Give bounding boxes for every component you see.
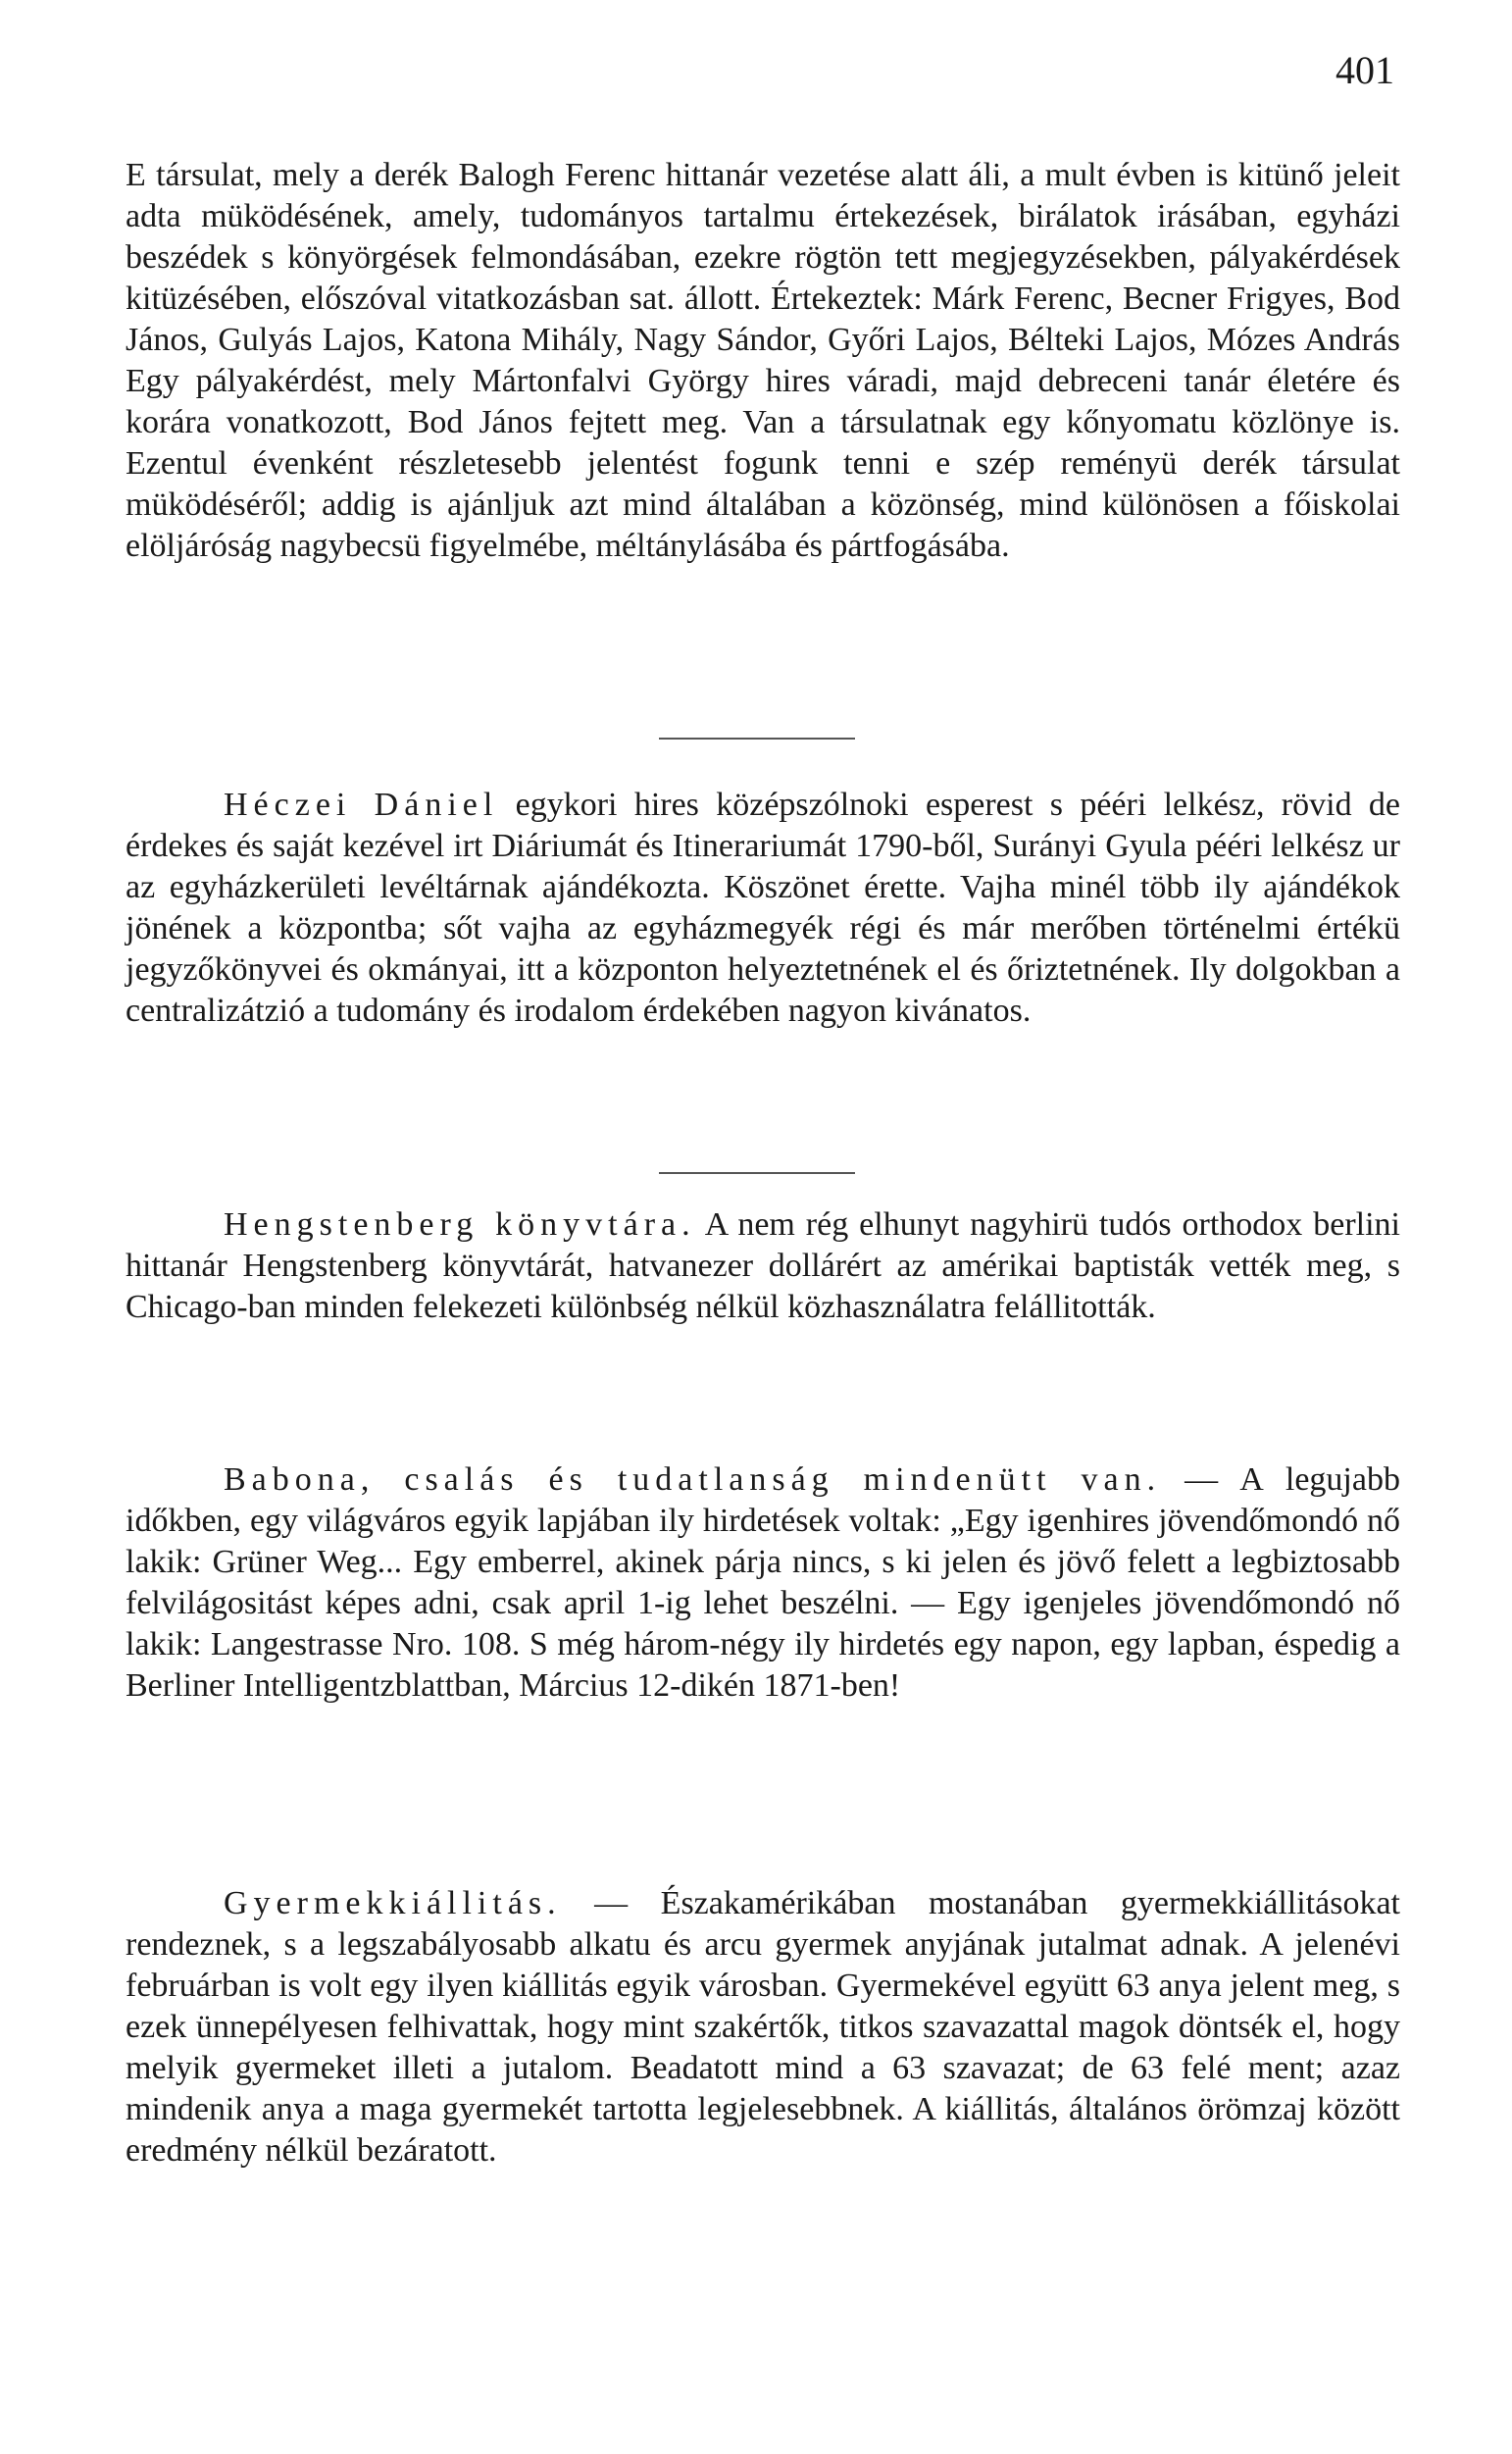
paragraph-text: E társulat, mely a derék Balogh Ferenc hittanár vezetése alatt áli, a mult évben is kitünő jeleit adta müködésének, amely, tudományos tartalmu értekezések, birálatok irásában, egyházi beszédek s könyörgések felmondásában, ezekre rögtön tett megjegyzésekben, pályakérdések kitüzésében, előszóval vitatkozásban sat. állott. Értekeztek: Márk Ferenc, Becner Frigyes, Bod János, Gulyás Lajos, Katona Mihály, Nagy Sándor, Győri Lajos, Bélteki Lajos, Mózes András Egy pályakérdést, mely Mártonfalvi György hires váradi, majd debreceni tanár életére és korára vonatkozott, Bod János fejtett meg. Van a társulatnak egy kőnyomatu közlönye is. Ezentul évenként részletesebb jelentést fogunk tenni e szép reményü derék társulat müködéséről; addig is ajánljuk azt mind általában a közönség, mind különösen a főiskolai elöljáróság nagybecsü figyelmébe, méltánylásába és pártfogásába. [126, 157, 1400, 564]
paragraph-lead: Gyermekkiállitás. [224, 1885, 562, 1921]
paragraph-text: — A legujabb időkben, egy világváros egyik lapjában ily hirdetések voltak: „Egy igenhires jövendőmondó nő lakik: Grüner Weg... Egy emberrel, akinek párja nincs, s ki jelen és jövő felett a legbiztosabb felvilágositást képes adni, csak april 1-ig lehet beszélni. — Egy igenjeles jövendőmondó nő lakik: Langestrasse Nro. 108. S még három-négy ily hirdetés egy napon, egy lapban, éspedig a Berliner Intelligentzblattban, Március 12-dikén 1871-ben! [126, 1461, 1400, 1704]
paragraph-text: egykori hires középszólnoki esperest s pééri lelkész, rövid de érdekes és saját kezével irt Diáriumát és Itinerariumát 1790-ből, Surányi Gyula pééri lelkész ur az egyházkerületi levéltárnak ajándékozta. Köszönet érette. Vajha minél több ily ajándékok jönének a központba; sőt vajha az egyházmegyék régi és már merőben történelmi értékü jegyzőkönyvei és okmányai, itt a központon helyeztetnének el és őriztetnének. Ily dolgokban a centralizátzió a tudomány és irodalom érdekében nagyon kivánatos. [126, 787, 1400, 1029]
separator-rule [659, 1172, 855, 1174]
paragraph-gyermekkiallitas [126, 1883, 1400, 2172]
paragraph-text: A nem rég elhunyt nagyhirü tudós orthodox berlini hittanár Hengstenberg könyvtárát, hatvanezer dollárért az amérikai baptisták vették meg, s Chicago-ban minden felekezeti különbség nélkül közhasználatra felállitották. [126, 1206, 1401, 1325]
paragraph-lead: Babona, csalás és tudatlanság mindenütt van. [224, 1461, 1162, 1498]
paragraph-lead: Hengstenberg könyvtára. [224, 1206, 696, 1243]
paragraph-hengstenberg [126, 1204, 1400, 1328]
separator-rule [659, 738, 855, 740]
paragraph-society [126, 155, 1400, 567]
paragraph-babona [126, 1459, 1400, 1707]
paragraph-lead: Héczei Dániel [224, 787, 499, 823]
paragraph-text: — Északamérikában mostanában gyermekkiállitásokat rendeznek, s a legszabályosabb alkatu és arcu gyermek anyjának jutalmat adnak. A jelenévi februárban is volt egy ilyen kiállitás egyik városban. Gyermekével együtt 63 anya jelent meg, s ezek ünnepélyesen felhivattak, hogy mint szakértők, titkos szavazattal magok döntsék el, hogy melyik gyermeket illeti a jutalom. Beadatott mind a 63 szavazat; de 63 felé ment; azaz mindenik anya a maga gyermekét tartotta legjelesebbnek. A kiállitás, általános örömzaj között eredmény nélkül bezáratott. [126, 1885, 1400, 2169]
page-number: 401 [1336, 48, 1394, 92]
paragraph-heczei [126, 785, 1400, 1032]
